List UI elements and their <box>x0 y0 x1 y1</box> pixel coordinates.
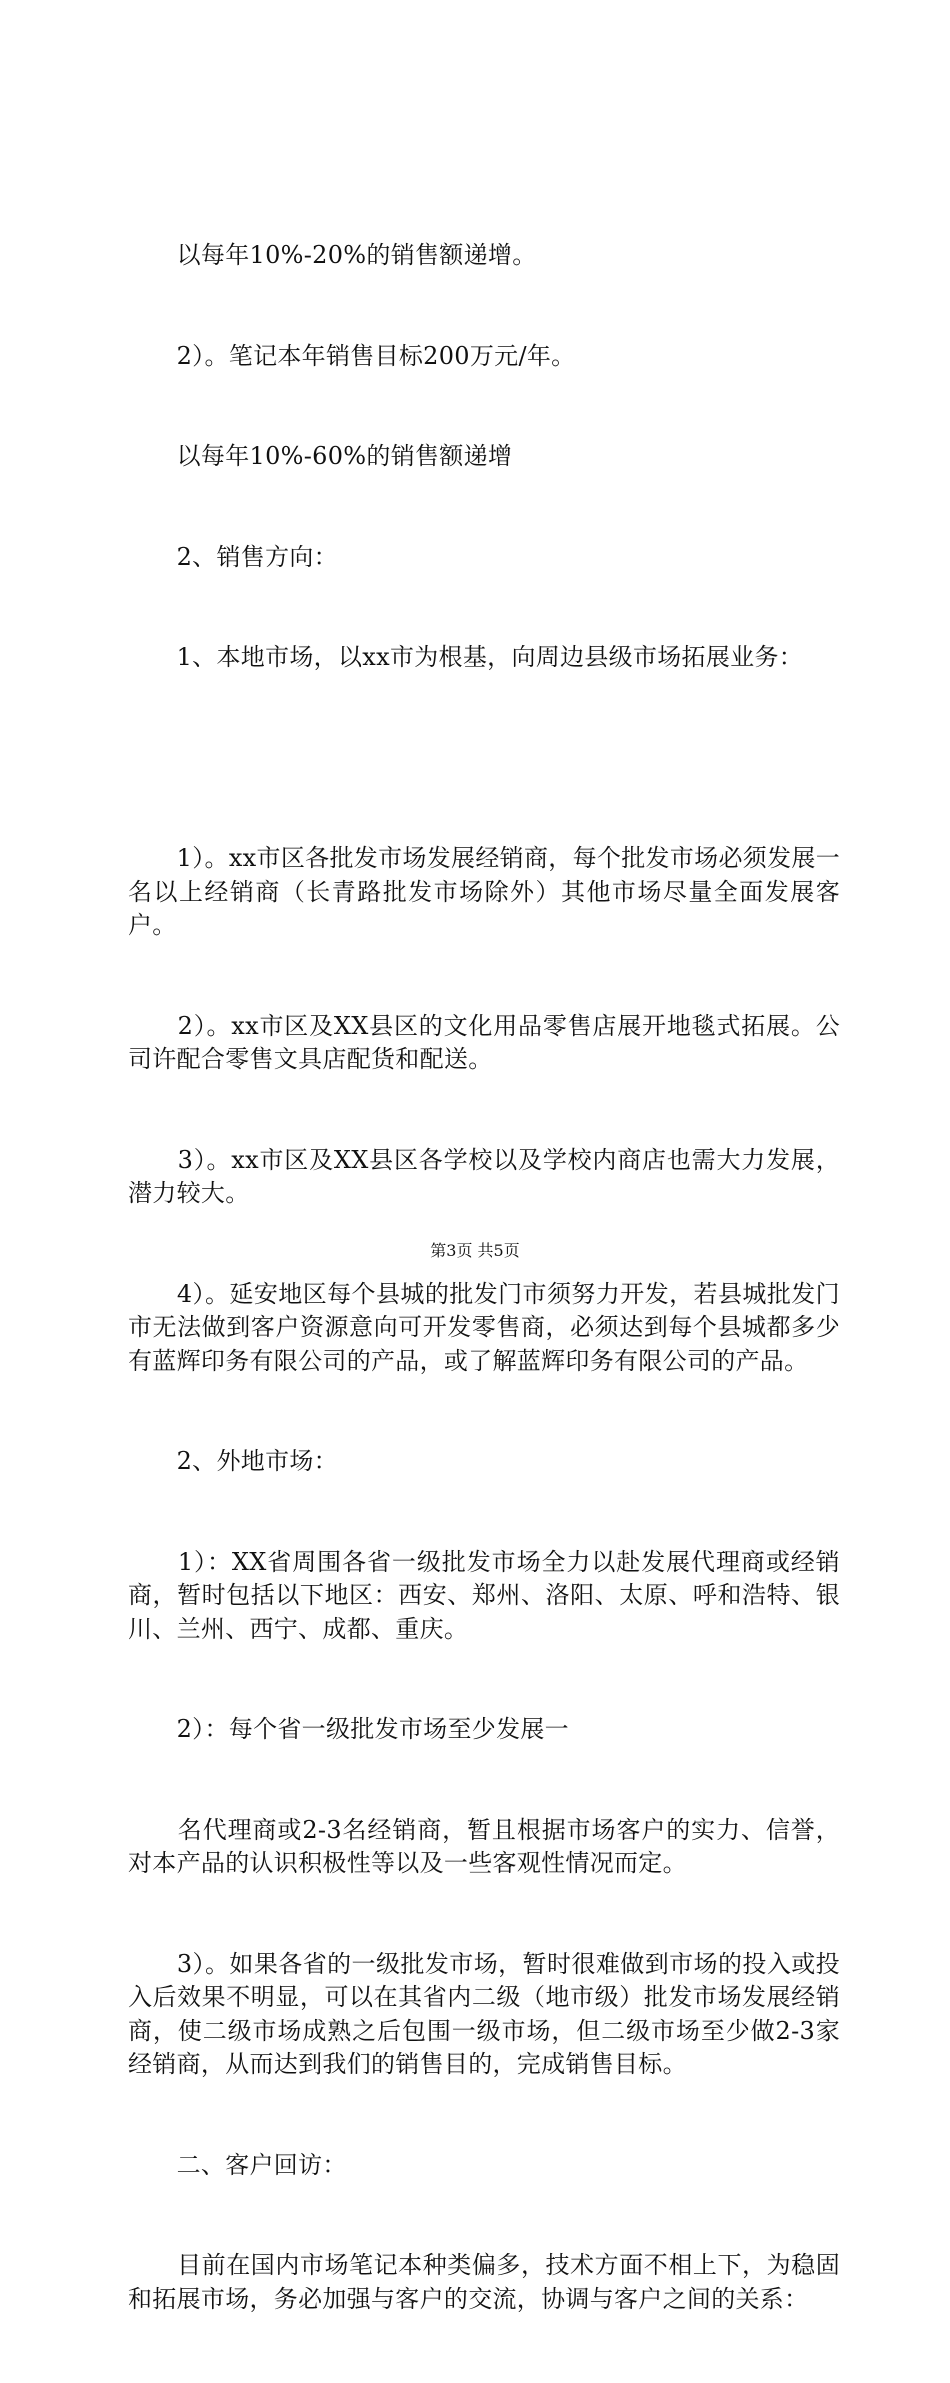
paragraph-5: 1、本地市场，以xx市为根基，向周边县级市场拓展业务： <box>128 643 804 671</box>
paragraph-12: 1）：XX省周围各省一级批发市场全力以赴发展代理商或经销商，暂时包括以下地区：西安、郑州、洛阳、太原、呼和浩特、银川、兰州、西宁、成都、重庆。 <box>128 1547 840 1643</box>
paragraph-13: 2）：每个省一级批发市场至少发展一 <box>128 1715 569 1743</box>
paragraph-7: 1）。xx市区各批发市场发展经销商，每个批发市场必须发展一名以上经销商（长青路批发市场除外）其他市场尽量全面发展客户。 <box>128 844 840 939</box>
paragraph-15: 3）。如果各省的一级批发市场，暂时很难做到市场的投入或投入后效果不明显，可以在其省内二级（地市级）批发市场发展经销商，使二级市场成熟之后包围一级市场，但二级市场至少做2-3家经销商，从而达到我们的销售目的，完成销售目标。 <box>128 1949 840 2078</box>
paragraph-17: 目前在国内市场笔记本种类偏多，技术方面不相上下，为稳固和拓展市场，务必加强与客户的交流，协调与客户之间的关系： <box>128 2251 840 2313</box>
paragraph-8: 2）。xx市区及XX县区的文化用品零售店展开地毯式拓展。公司许配合零售文具店配货和配送。 <box>128 1011 840 1073</box>
page-number-label: 第3页 共5页 <box>430 1241 520 1260</box>
page-footer <box>0 1241 950 1261</box>
paragraph-4: 2、销售方向： <box>128 542 338 571</box>
paragraph-1: 以每年10%-20%的销售额递增。 <box>128 241 537 269</box>
paragraph-14: 名代理商或2-3名经销商，暂且根据市场客户的实力、信誉，对本产品的认识积极性等以及一些客观性情况而定。 <box>128 1815 840 1877</box>
paragraph-16: 二、客户回访： <box>128 2150 347 2179</box>
document-body <box>128 172 840 2383</box>
paragraph-3: 以每年10%-60%的销售额递增 <box>128 442 513 470</box>
paragraph-2: 2）。笔记本年销售目标200万元/年。 <box>128 341 576 370</box>
paragraph-9: 3）。xx市区及XX县区各学校以及学校内商店也需大力发展，潜力较大。 <box>128 1145 840 1207</box>
paragraph-10: 4）。延安地区每个县城的批发门市须努力开发，若县城批发门市无法做到客户资源意向可开发零售商，必须达到每个县城都多少有蓝辉印务有限公司的产品，或了解蓝辉印务有限公司的产品。 <box>128 1279 840 1375</box>
paragraph-11: 2、外地市场： <box>128 1447 338 1475</box>
paragraph-blank <box>128 742 840 776</box>
